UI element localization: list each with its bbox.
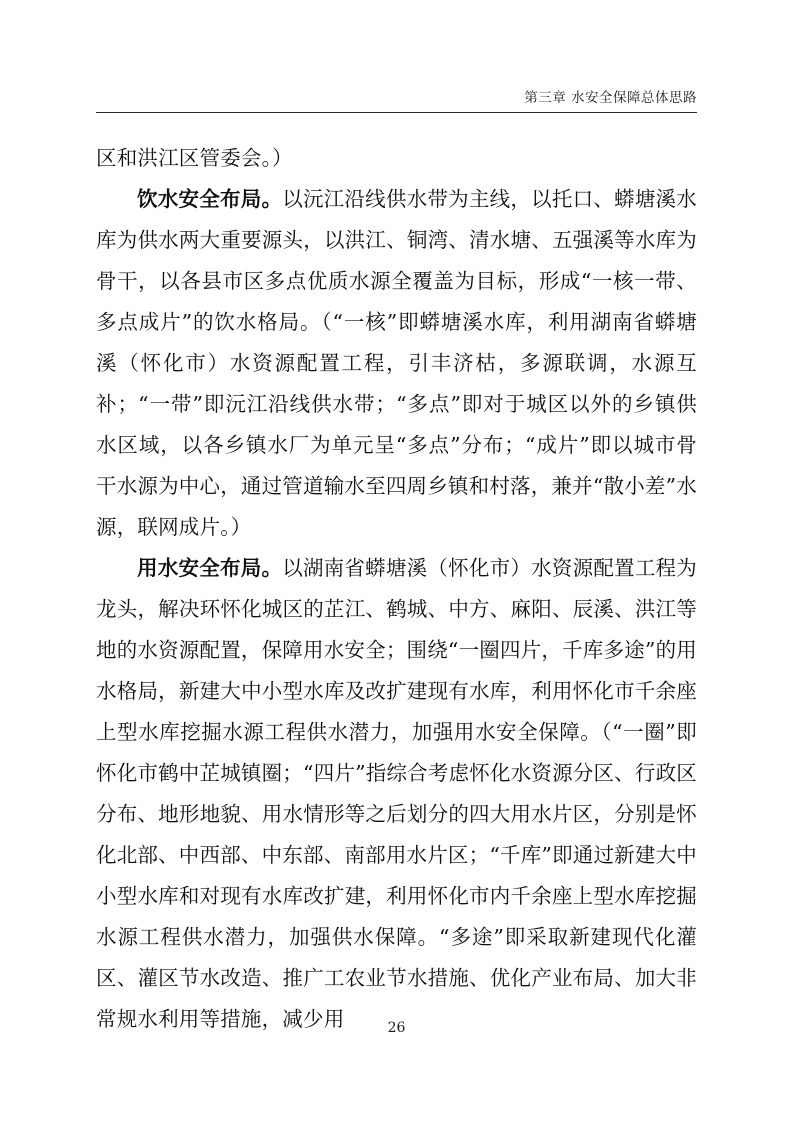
- paragraph-text: 以沅江沿线供水带为主线，以托口、蟒塘溪水库为供水两大重要源头，以洪江、铜湾、清水塘、五强溪等水库为骨干，以各县市区多点优质水源全覆盖为目标，形成“一核一带、多点成片”的饮水格局。（“一核”即蟒塘溪水库，利用湖南省蟒塘溪（怀化市）水资源配置工程，引丰济枯，多源联调，水源互补；“一带”即沅江沿线供水带；“多点”即对于城区以外的乡镇供水区域，以各乡镇水厂为单元呈“多点”分布；“成片”即以城市骨干水源为中心，通过管道输水至四周乡镇和村落，兼并“散小差”水源，联网成片。）: [96, 187, 698, 539]
- page-header-title: 第三章 水安全保障总体思路: [524, 90, 697, 106]
- header-divider: [96, 112, 697, 113]
- page-number: 26: [387, 1020, 406, 1036]
- paragraph-drinking-water-layout: [96, 179, 697, 548]
- paragraph-text: 区和洪江区管委会。）: [96, 146, 293, 170]
- paragraph-lead-label: 用水安全布局。: [137, 556, 283, 580]
- page-body: [96, 138, 697, 1040]
- paragraph-text: 以湖南省蟒塘溪（怀化市）水资源配置工程为龙头，解决环怀化城区的芷江、鹤城、中方、麻阳、辰溪、洪江等地的水资源配置，保障用水安全；围绕“一圈四片，千库多途”的用水格局，新建大中小型水库及改扩建现有水库，利用怀化市千余座上型水库挖掘水源工程供水潜力，加强用水安全保障。（“一圈”即怀化市鹤中芷城镇圈；“四片”指综合考虑怀化水资源分区、行政区分布、地形地貌、用水情形等之后划分的四大用水片区，分别是怀化北部、中西部、中东部、南部用水片区；“千库”即通过新建大中小型水库和对现有水库改扩建，利用怀化市内千余座上型水库挖掘水源工程供水潜力，加强供水保障。“多途”即采取新建现代化灌区、灌区节水改造、推广工农业节水措施、优化产业布局、加大非常规水利用等措施，减少用: [96, 556, 698, 1031]
- paragraph-lead-label: 饮水安全布局。: [137, 187, 283, 211]
- paragraph-continuation: [96, 138, 697, 179]
- paragraph-water-use-layout: [96, 548, 697, 1040]
